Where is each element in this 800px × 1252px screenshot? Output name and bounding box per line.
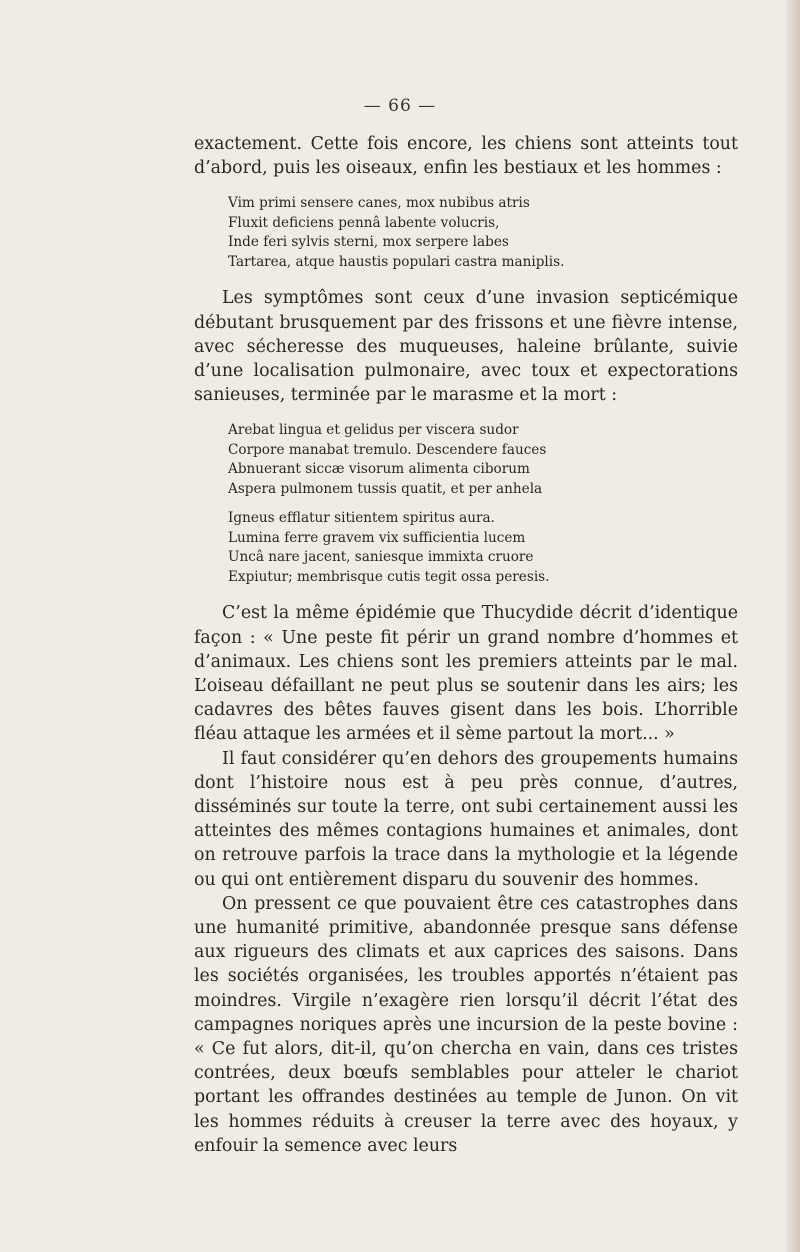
- stanza-gap: [228, 499, 738, 509]
- verse-line: Tartarea, atque haustis populari castra maniplis.: [228, 253, 565, 270]
- page-number: — 66 —: [363, 96, 437, 116]
- verse-line: Inde feri sylvis sterni, mox serpere labes: [228, 234, 509, 251]
- verse-line: Uncâ nare jacent, saniesque immixta cruore: [228, 549, 534, 566]
- verse-line: Aspera pulmonem tussis quatit, et per anhela: [228, 480, 543, 497]
- verse-line: Arebat lingua et gelidus per viscera sudor: [228, 422, 519, 439]
- verse-line: Expiutur; membrisque cutis tegit ossa peresis.: [228, 568, 550, 585]
- paragraph-3: C’est la même épidémie que Thucydide décrit d’identique façon : « Une peste fit périr un grand nombre d’hommes et d’animaux. Les chiens sont les premiers atteints par le mal. L’oiseau défaillant ne peut plus se soutenir dans les airs; les cadavres des bêtes fauves gisent dans les bois. L’horrible fléau attaque les armées et il sème partout la mort... »: [194, 603, 738, 745]
- page-body: [194, 132, 738, 1158]
- verse-line: Igneus efflatur sitientem spiritus aura.: [228, 510, 495, 527]
- verse-line: Lumina ferre gravem vix sufficientia lucem: [228, 529, 526, 546]
- verse-line: Abnuerant siccæ visorum alimenta ciborum: [228, 461, 530, 478]
- verse-line: Fluxit deficiens pennâ labente volucris,: [228, 214, 500, 231]
- verse-block-1: [228, 194, 738, 272]
- page-edge-shadow: [786, 0, 800, 1252]
- verse-line: Vim primi sensere canes, mox nubibus atris: [228, 195, 530, 212]
- paragraph-5: On pressent ce que pouvaient être ces catastrophes dans une humanité primitive, abandonnée presque sans défense aux rigueurs des climats et aux caprices des saisons. Dans les sociétés organisées, les troubles apportés n’étaient pas moindres. Virgile n’exagère rien lorsqu’il décrit l’état des campagnes noriques après une incursion de la peste bovine : « Ce fut alors, dit-il, qu’on chercha en vain, dans ces tristes contrées, deux bœufs semblables pour atteler le chariot portant les offrandes destinées au temple de Junon. On vit les hommes réduits à creuser la terre avec des hoyaux, y enfouir la semence avec leurs: [194, 893, 738, 1156]
- paragraph-4: Il faut considérer qu’en dehors des groupements humains dont l’histoire nous est à peu près connue, d’autres, disséminés sur toute la terre, ont subi certainement aussi les atteintes des mêmes contagions humaines et animales, dont on retrouve parfois la trace dans la mythologie et la légende ou qui ont entièrement disparu du souvenir des hommes.: [194, 748, 738, 890]
- paragraph-1: exactement. Cette fois encore, les chiens sont atteints tout d’abord, puis les oiseaux, enfin les bestiaux et les hommes :: [194, 134, 738, 179]
- verse-line: Corpore manabat tremulo. Descendere fauces: [228, 441, 547, 458]
- verse-block-2: [228, 421, 738, 587]
- paragraph-2: Les symptômes sont ceux d’une invasion septicémique débutant brusquement par des frissons et une fièvre intense, avec sécheresse des muqueuses, haleine brûlante, suivie d’une localisation pulmonaire, avec toux et expectorations sanieuses, terminée par le marasme et la mort :: [194, 288, 738, 406]
